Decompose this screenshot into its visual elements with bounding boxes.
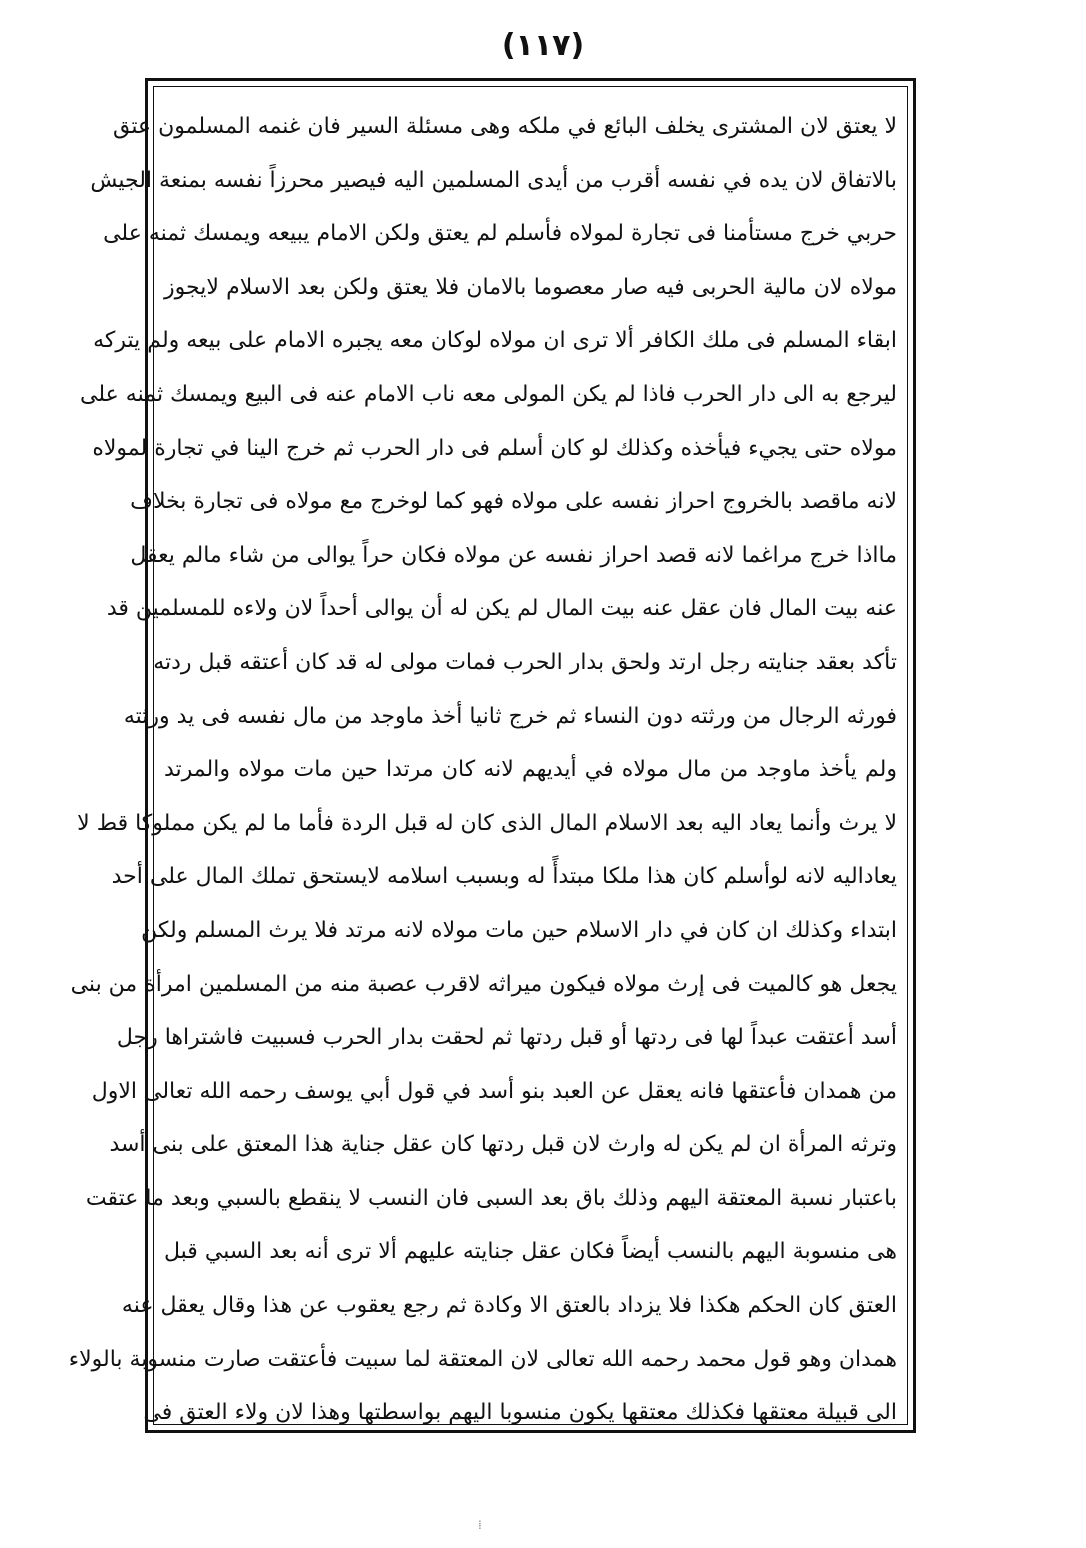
text-line: لانه ماقصد بالخروج احراز نفسه على مولاه فهو كما لوخرج مع مولاه فى تجارة بخلاف <box>130 489 897 515</box>
page-number: (١١٧) <box>501 28 585 63</box>
text-line: تأكد بعقد جنايته رجل ارتد ولحق بدار الحرب فمات مولى له قد كان أعتقه قبل ردته <box>153 649 897 675</box>
text-line: الى قبيلة معتقها فكذلك معتقها يكون منسوبا اليهم بواسطتها وهذا لان ولاء العتق فى <box>143 1400 897 1426</box>
scan-mark: ⁞ <box>478 1518 482 1532</box>
text-line: يعاداليه لانه لوأسلم كان هذا ملكا مبتدأً له وبسبب اسلامه لايستحق تملك المال على أحد <box>111 864 897 890</box>
text-line: ولم يأخذ ماوجد من مال مولاه في أيديهم لانه كان مرتدا حين مات مولاه والمرتد <box>164 757 897 783</box>
text-line: لا يرث وأنما يعاد اليه بعد الاسلام المال الذى كان له قبل الردة فأما ما لم يكن مملوكا قط لا <box>77 810 897 836</box>
text-line: بالاتفاق لان يده في نفسه أقرب من أيدى المسلمين اليه فيصير محرزاً نفسه بمنعة الجيش <box>90 167 897 193</box>
text-line: لا يعتق لان المشترى يخلف البائع في ملكه وهى مسئلة السير فان غنمه المسلمون عتق <box>112 114 897 139</box>
text-line: وترثه المرأة ان لم يكن له وارث لان قبل ردتها كان عقل جناية هذا المعتق على بنى أسد <box>109 1132 897 1158</box>
text-line: يجعل هو كالميت فى إرث مولاه فيكون ميراثه لاقرب عصبة منه من المسلمين امرأة من بنى <box>70 971 897 997</box>
text-line: مااذا خرج مراغما لانه قصد احراز نفسه عن مولاه فكان حراً يوالى من شاء مالم يعقل <box>130 542 897 568</box>
text-line: من همدان فأعتقها فانه يعقل عن العبد بنو أسد في قول أبي يوسف رحمه الله تعالى الاول <box>91 1078 897 1104</box>
body-text <box>68 100 897 1440</box>
text-line: عنه بيت المال فان عقل عنه بيت المال لم يكن له أن يوالى أحداً لان ولاءه للمسلمين قد <box>106 596 897 622</box>
text-line: مولاه حتى يجيء فيأخذه وكذلك لو كان أسلم فى دار الحرب ثم خرج الينا في تجارة لمولاه <box>92 435 897 461</box>
text-line: العتق كان الحكم هكذا فلا يزداد بالعتق الا وكادة ثم رجع يعقوب عن هذا وقال يعقل عنه <box>121 1293 897 1319</box>
text-line: ابقاء المسلم فى ملك الكافر ألا ترى ان مولاه لوكان معه يجبره الامام على بيعه ولم يتركه <box>93 328 897 354</box>
text-line: مولاه لان مالية الحربى فيه صار معصوما بالامان فلا يعتق ولكن بعد الاسلام لايجوز <box>164 274 897 300</box>
text-line: هى منسوبة اليهم بالنسب أيضاً فكان عقل جنايته عليهم ألا ترى أنه بعد السبي قبل <box>164 1239 897 1265</box>
text-line: فورثه الرجال من ورثته دون النساء ثم خرج ثانيا أخذ ماوجد من مال نفسه فى يد ورثته <box>123 703 897 729</box>
text-line: ابتداء وكذلك ان كان في دار الاسلام حين مات مولاه لانه مرتد فلا يرث المسلم ولكن <box>141 917 897 943</box>
text-line: همدان وهو قول محمد رحمه الله تعالى لان المعتقة لما سبيت فأعتقت صارت منسوبة بالولاء <box>68 1346 897 1372</box>
text-line: ليرجع به الى دار الحرب فاذا لم يكن المولى معه ناب الامام عنه فى البيع ويمسك ثمنه على <box>80 381 897 407</box>
text-line: حربي خرج مستأمنا فى تجارة لمولاه فأسلم لم يعتق ولكن الامام يبيعه ويمسك ثمنه على <box>103 221 897 247</box>
text-line: أسد أعتقت عبداً لها فى ردتها أو قبل ردتها ثم لحقت بدار الحرب فسبيت فاشتراها رجل <box>116 1025 897 1051</box>
text-line: باعتبار نسبة المعتقة اليهم وذلك باق بعد السبى فان النسب لا ينقطع بالسبي وبعد ما عتقت <box>85 1185 897 1211</box>
